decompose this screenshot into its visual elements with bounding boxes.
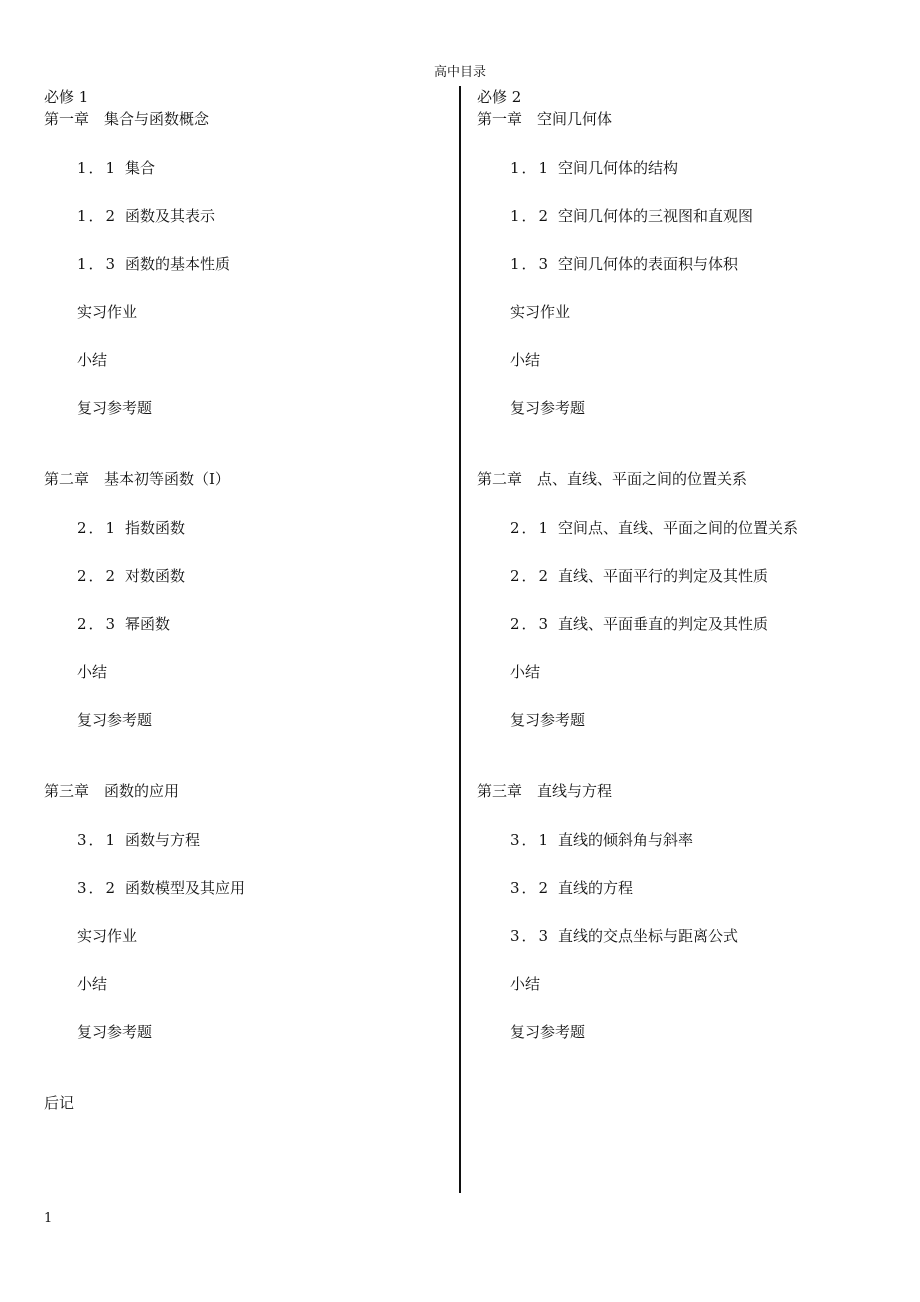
section-number: 2．2 <box>510 567 551 585</box>
toc-item <box>477 540 877 588</box>
toc-item <box>44 948 444 996</box>
section-title: 集合 <box>125 159 156 177</box>
section-number: 2．3 <box>77 615 118 633</box>
chapter-spacer <box>477 732 877 778</box>
chapter-spacer <box>44 420 444 466</box>
chapter-spacer <box>44 1044 444 1090</box>
section-title: 小结 <box>510 351 541 369</box>
section-title: 复习参考题 <box>77 1023 153 1041</box>
toc-item <box>44 276 444 324</box>
section-title: 小结 <box>77 351 108 369</box>
toc-item <box>477 996 877 1044</box>
volume-title: 必修 2 <box>477 88 522 106</box>
section-title: 复习参考题 <box>510 1023 586 1041</box>
section-number: 3．2 <box>510 879 551 897</box>
section-title: 直线的倾斜角与斜率 <box>558 831 694 849</box>
section-title: 空间几何体的结构 <box>558 159 679 177</box>
section-title: 直线、平面垂直的判定及其性质 <box>558 615 769 633</box>
toc-item <box>477 588 877 636</box>
section-title: 函数的基本性质 <box>125 255 231 273</box>
section-number: 2．3 <box>510 615 551 633</box>
toc-item <box>44 996 444 1044</box>
section-number: 3．1 <box>77 831 118 849</box>
toc-item <box>477 372 877 420</box>
toc-item <box>477 804 877 852</box>
toc-item <box>44 804 444 852</box>
section-title: 函数与方程 <box>125 831 201 849</box>
toc-item <box>44 588 444 636</box>
toc-item <box>44 180 444 228</box>
toc-item <box>44 900 444 948</box>
section-title: 实习作业 <box>77 927 138 945</box>
section-title: 直线的方程 <box>558 879 634 897</box>
chapter-title: 第三章 直线与方程 <box>477 782 613 800</box>
toc-item <box>44 636 444 684</box>
section-title: 小结 <box>77 975 108 993</box>
section-number: 3．1 <box>510 831 551 849</box>
chapter-title: 第一章 空间几何体 <box>477 110 613 128</box>
chapter-title: 第一章 集合与函数概念 <box>44 110 210 128</box>
toc-item <box>477 636 877 684</box>
toc-item <box>44 324 444 372</box>
section-title: 幂函数 <box>125 615 171 633</box>
section-title: 直线、平面平行的判定及其性质 <box>558 567 769 585</box>
toc-item <box>44 372 444 420</box>
section-title: 复习参考题 <box>77 711 153 729</box>
toc-item <box>44 228 444 276</box>
page-title: 高中目录 <box>433 65 486 80</box>
toc-item <box>477 684 877 732</box>
toc-item <box>44 852 444 900</box>
section-number: 1．3 <box>510 255 551 273</box>
toc-item <box>44 540 444 588</box>
section-title: 空间点、直线、平面之间的位置关系 <box>558 519 799 537</box>
section-title: 实习作业 <box>77 303 138 321</box>
chapter-spacer <box>477 420 877 466</box>
section-title: 复习参考题 <box>77 399 153 417</box>
toc-item <box>44 684 444 732</box>
section-number: 2．1 <box>510 519 551 537</box>
section-title: 指数函数 <box>125 519 186 537</box>
section-number: 3．2 <box>77 879 118 897</box>
chapter-title: 第二章 基本初等函数（Ⅰ） <box>44 470 230 488</box>
section-title: 复习参考题 <box>510 399 586 417</box>
section-number: 1．2 <box>77 207 118 225</box>
section-title: 直线的交点坐标与距离公式 <box>558 927 739 945</box>
chapter-title: 第二章 点、直线、平面之间的位置关系 <box>477 470 748 488</box>
section-title: 小结 <box>510 663 541 681</box>
afterword: 后记 <box>44 1094 75 1112</box>
section-title: 小结 <box>510 975 541 993</box>
section-title: 复习参考题 <box>510 711 586 729</box>
section-number: 1．3 <box>77 255 118 273</box>
section-title: 实习作业 <box>510 303 571 321</box>
section-number: 2．2 <box>77 567 118 585</box>
section-title: 空间几何体的三视图和直观图 <box>558 207 754 225</box>
section-number: 1．1 <box>77 159 118 177</box>
toc-item <box>477 276 877 324</box>
right-column-toc <box>477 88 877 1044</box>
section-number: 2．1 <box>77 519 118 537</box>
section-number: 3．3 <box>510 927 551 945</box>
toc-item <box>477 948 877 996</box>
toc-item <box>477 852 877 900</box>
section-title: 对数函数 <box>125 567 186 585</box>
section-title: 函数及其表示 <box>125 207 216 225</box>
section-title: 小结 <box>77 663 108 681</box>
section-title: 空间几何体的表面积与体积 <box>558 255 739 273</box>
toc-item <box>44 492 444 540</box>
section-number: 1．2 <box>510 207 551 225</box>
chapter-spacer <box>44 732 444 778</box>
toc-item <box>477 492 877 540</box>
volume-title: 必修 1 <box>44 88 89 106</box>
column-divider <box>459 86 461 1193</box>
toc-item <box>477 900 877 948</box>
toc-item <box>477 228 877 276</box>
section-title: 函数模型及其应用 <box>125 879 246 897</box>
toc-item <box>44 132 444 180</box>
toc-item <box>477 180 877 228</box>
section-number: 1．1 <box>510 159 551 177</box>
chapter-title: 第三章 函数的应用 <box>44 782 180 800</box>
toc-item <box>477 132 877 180</box>
toc-item <box>477 324 877 372</box>
left-column-toc <box>44 88 444 1116</box>
page-number: 1 <box>44 1211 53 1226</box>
